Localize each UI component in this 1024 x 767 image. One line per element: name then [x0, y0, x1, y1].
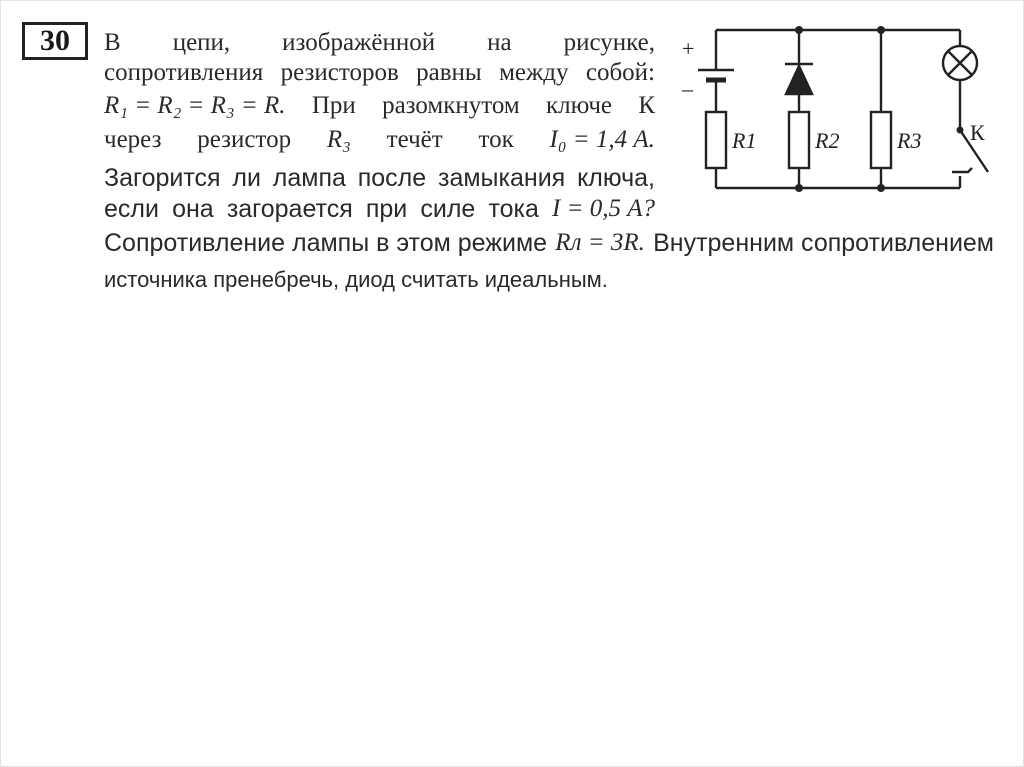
word: при [365, 195, 408, 223]
lamp-current: I = 0,5 А? [552, 195, 655, 222]
r2-label: R2 [815, 128, 840, 153]
word: К [638, 92, 655, 119]
minus-label: – [682, 76, 693, 101]
word: замыкания [438, 164, 566, 192]
text-line-2 [104, 58, 655, 90]
word: изображённой [282, 29, 436, 56]
word: резисторов [280, 59, 399, 86]
text-line-5 [104, 163, 655, 195]
resistance-equation: R₁ = R₂ = R₃ = R. [104, 92, 286, 119]
word: ключе [546, 92, 613, 119]
diode-triangle [786, 66, 812, 94]
word: лампа [272, 164, 346, 192]
resistor-r3-symbol: R₃ [326, 126, 351, 153]
initial-current: I₀ = 1,4 А. [549, 126, 655, 153]
circuit-diagram [676, 12, 1006, 202]
word: Загорится [104, 164, 221, 192]
word: ли [232, 164, 261, 192]
text-line-8 [104, 265, 704, 297]
word: между [499, 59, 569, 86]
resistor-r2 [789, 112, 809, 168]
text-line-1 [104, 28, 655, 60]
phrase: Сопротивление лампы в этом режиме [104, 229, 548, 257]
word: резистор [197, 126, 292, 153]
lamp-resistance: Rл = 3R. [555, 229, 645, 256]
word: сопротивления [104, 59, 264, 86]
word: собой: [585, 59, 655, 86]
word: через [104, 126, 162, 153]
phrase: источника пренебречь, диод считать идеальным. [104, 267, 608, 292]
word: цепи, [172, 29, 231, 56]
junction-dot [795, 26, 803, 34]
resistor-r1 [706, 112, 726, 168]
junction-dot [877, 26, 885, 34]
key-pivot [957, 127, 964, 134]
text-line-6 [104, 194, 655, 226]
text-line-4 [104, 125, 655, 157]
word: При [311, 92, 356, 119]
word: она [172, 195, 214, 223]
r1-label: R1 [732, 128, 757, 153]
plus-label: + [682, 36, 695, 61]
phrase: Внутренним сопротивлением [653, 229, 994, 257]
word: силе [420, 195, 476, 223]
word: рисунке, [563, 29, 655, 56]
word: тока [488, 195, 539, 223]
word: загорается [226, 195, 353, 223]
junction-dot [795, 184, 803, 192]
word: если [104, 195, 159, 223]
word: В [104, 29, 121, 56]
junction-dot [877, 184, 885, 192]
resistor-r3 [871, 112, 891, 168]
problem-number: 30 [22, 22, 88, 60]
text-line-3 [104, 91, 655, 123]
word: разомкнутом [382, 92, 520, 119]
word: на [487, 29, 512, 56]
word: ток [478, 126, 514, 153]
word: равны [416, 59, 482, 86]
r3-label: R3 [897, 128, 922, 153]
word: течёт [386, 126, 443, 153]
key-contact [952, 168, 972, 172]
key-label: К [970, 120, 985, 145]
word: после [357, 164, 427, 192]
word: ключа, [577, 164, 655, 192]
text-line-7 [104, 228, 994, 260]
